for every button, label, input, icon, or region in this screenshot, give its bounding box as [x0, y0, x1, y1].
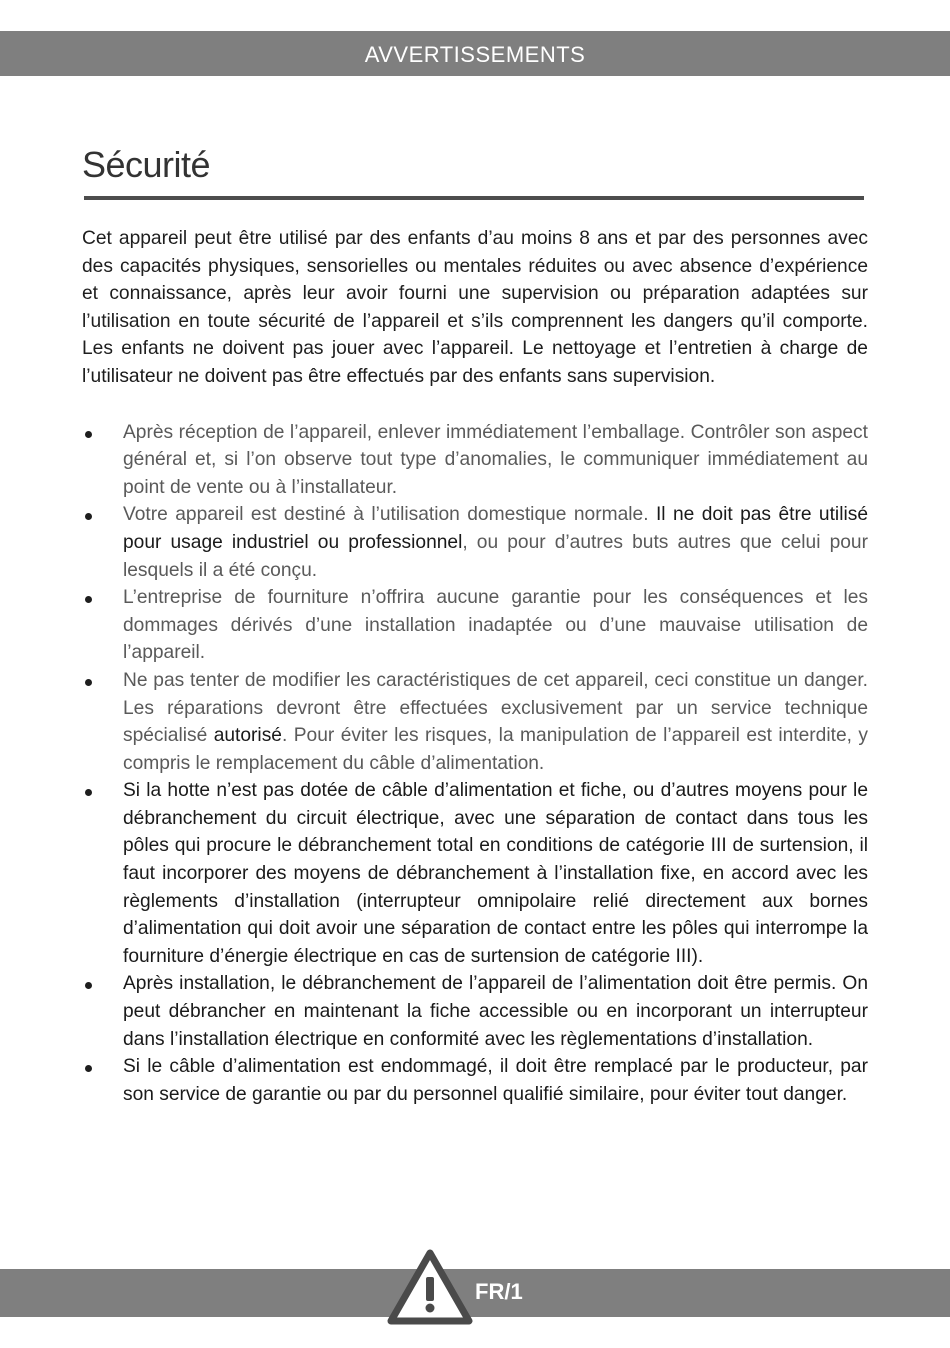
list-item-emphasis: autorisé: [213, 725, 282, 747]
list-item: [82, 970, 868, 1053]
title-underline: [84, 196, 864, 200]
list-item-text: Si la hotte n’est pas dotée de: [123, 780, 383, 802]
header-title: AVVERTISSEMENTS: [364, 42, 586, 67]
bullet-icon: [85, 679, 92, 686]
bullet-icon: [85, 596, 92, 603]
bullet-icon: [85, 513, 92, 520]
warning-list: [82, 419, 868, 1109]
list-item: [82, 1053, 868, 1108]
list-item: [82, 667, 868, 777]
list-item-emphasis: câble d’alimentation: [382, 780, 553, 802]
page-number: FR/1: [475, 1279, 523, 1304]
header-bar: [0, 31, 950, 76]
list-item-text: . Pour éviter les risques, la manipulation de l’appareil est interdite, y compris le remplacement du câble d’alimentation.: [123, 725, 868, 774]
list-item-text: L’entreprise de fourniture n’offrira aucune garantie pour les conséquences et les dommages dérivés d’une installation inadaptée ou d’une mauvaise utilisation de l’appareil.: [123, 587, 868, 664]
intro-text-2: ne doivent pas être effectués par des enfants sans supervision.: [172, 365, 716, 387]
list-item-text: Ne pas tenter de modifier les caractéristiques de cet appareil, ceci constitue un danger. Les réparations devront être effectuées exclusivement par un service technique spécialisé: [123, 669, 868, 747]
list-item-text: Si le câble d’alimentation est endommagé, il doit être remplacé par le producteur, par son service de garantie ou par du personnel qualifié similaire, pour éviter tout danger.: [123, 1056, 868, 1105]
list-item-text: Après installation, le débranchement de l’appareil de l’alimentation doit être permis. On peut débrancher en maintenant la fiche accessible ou en incorporant un interrupteur dans l’installation électrique en conformité avec les règlementations d’installation.: [123, 973, 868, 1050]
warning-triangle-icon: [387, 1249, 473, 1325]
bullet-icon: [85, 789, 92, 796]
list-item-text: Après réception de l’appareil, enlever immédiatement l’emballage. Contrôler son aspect général et, si l’on observe tout type d’anomalies, le communiquer immédiatement au point de vente ou à l’installateur.: [123, 421, 868, 498]
intro-text-emphasis: entretien à charge de l’utilisateur: [82, 338, 868, 387]
bullet-icon: [85, 1065, 92, 1072]
intro-text-1: Cet appareil peut être utilisé par des enfants d’au moins 8 ans et par des personnes avec des capacités physiques, sensorielles ou mentales réduites ou avec absence d’expérience et connaissance, après leur avoir fourni une supervision ou préparation adaptées sur l’utilisation en toute sécurité de l’appareil et s’ils comprennent les dangers qu’il comporte. Les enfants ne doivent pas jouer avec l’appareil. Le nettoyage et l’: [82, 228, 868, 360]
bullet-icon: [85, 431, 92, 438]
list-item: [82, 777, 868, 970]
list-item: [82, 419, 868, 502]
list-item: [82, 501, 868, 584]
content: [82, 225, 868, 1108]
bullet-icon: [85, 982, 92, 989]
list-item-emphasis: Il ne doit pas être utilisé pour usage industriel ou professionnel: [123, 504, 868, 553]
list-item-text: et fiche, ou d’autres moyens pour le débranchement du circuit électrique, avec une séparation de contact dans tous les pôles qui procure le débranchement total en conditions de catégorie III de surtension, il faut incorporer des moyens de débranchement à l’installation fixe, en accord avec les règlements d’installation (interrupteur omnipolaire relié directement aux bornes d’alimentation qui doit avoir une séparation de contact entre les pôles qui interrompe la fourniture d’énergie électrique en cas de surtension de catégorie III).: [123, 780, 868, 967]
list-item-text: , ou pour d’autres buts autres que celui pour lesquels il a été conçu.: [123, 531, 868, 581]
list-item-text: Votre appareil est destiné à l’utilisation domestique normale.: [123, 504, 656, 526]
list-item: [82, 584, 868, 667]
intro-paragraph: [82, 225, 868, 391]
section-title: Sécurité: [82, 144, 211, 185]
